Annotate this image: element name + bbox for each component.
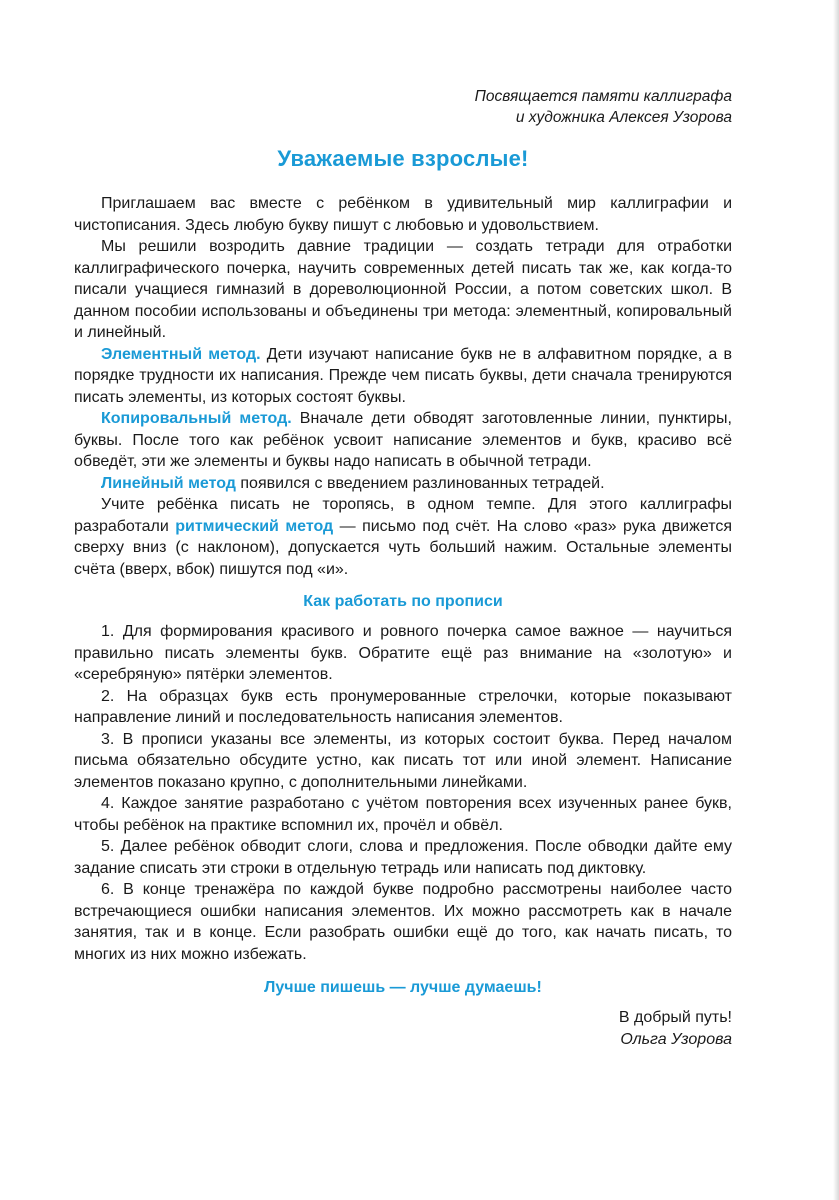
page-title: Уважаемые взрослые! [277, 146, 529, 171]
rhythm-method-before: Учите ребёнка писать не торопясь, в одном темпе. Для этого каллиграфы разработали [74, 496, 732, 535]
document-page [74, 86, 732, 1050]
line-method-paragraph [74, 473, 732, 495]
dedication-line-1: Посвящается памяти каллиграфа [474, 88, 732, 105]
signature-author: Ольга Узорова [620, 1030, 732, 1048]
step-item: 1. Для формирования красивого и ровного почерка самое важное — научиться правильно писать элементы букв. Обратите ещё раз внимание на «золотую» и «серебряную» пятёрки элементов. [74, 623, 732, 683]
intro-paragraph-1: Приглашаем вас вместе с ребёнком в удивительный мир каллиграфии и чистописания. Здесь любую букву пишут с любовью и удовольствием. [74, 195, 732, 234]
page-edge-shadow [833, 0, 839, 1200]
copy-method-paragraph [74, 408, 732, 473]
intro-paragraph-2: Мы решили возродить давние традиции — создать тетради для отработки каллиграфического почерка, научить современных детей писать так же, как когда-то писали учащиеся гимназий в дореволюционной России, а потом советских школ. В данном пособии использованы и объединены три метода: элементный, копировальный и линейный. [74, 238, 732, 341]
copy-method-label: Копировальный метод. [101, 410, 292, 427]
signature-wish: В добрый путь! [618, 1009, 732, 1026]
signature-block [74, 1007, 732, 1050]
rhythm-method-after: — письмо под счёт. На слово «раз» рука движется сверху вниз (с наклоном), допускается чуть больший нажим. Остальные элементы счёта (вверх, вбок) пишутся под «и». [74, 517, 733, 578]
element-method-label: Элементный метод. [101, 345, 261, 363]
step-item: 4. Каждое занятие разработано с учётом повторения всех изученных ранее букв, чтобы ребёнок на практике вспомнил их, прочёл и обвёл. [74, 795, 732, 834]
motto: Лучше пишешь — лучше думаешь! [264, 979, 542, 996]
step-item: 3. В прописи указаны все элементы, из которых состоит буква. Перед началом письма обязательно обсудите устно, как писать тот или иной элемент. Написание элементов показано крупно, с дополнительными линейками. [74, 730, 732, 791]
copy-method-text: Вначале дети обводят заготовленные линии, пунктиры, буквы. После того как ребёнок усвоит написание элементов и букв, красиво всё обведёт, эти же элементы и буквы надо написать в обычной тетради. [74, 410, 733, 470]
step-item: 6. В конце тренажёра по каждой букве подробно рассмотрены наиболее часто встречающиеся ошибки написания элементов. Их можно рассмотреть как в начале занятия, так и в конце. Если разобрать ошибки ещё до того, как начать писать, то многих из них можно избежать. [74, 881, 732, 963]
element-method-text: Дети изучают написание букв не в алфавитном порядке, а в порядке трудности их написания. Прежде чем писать буквы, дети сначала тренируются писать элементы, из которых состоят буквы. [74, 345, 732, 406]
section-subtitle: Как работать по прописи [303, 593, 503, 610]
element-method-paragraph [74, 344, 732, 409]
rhythm-method-paragraph [74, 494, 732, 580]
step-item: 2. На образцах букв есть пронумерованные стрелочки, которые показывают направление линий и последовательность написания элементов. [74, 687, 732, 726]
line-method-label: Линейный метод [101, 474, 236, 492]
line-method-text: появился с введением разлинованных тетрадей. [235, 474, 605, 492]
dedication [74, 86, 732, 128]
step-item: 5. Далее ребёнок обводит слоги, слова и предложения. После обводки дайте ему задание списать эти строки в отдельную тетрадь или написать под диктовку. [74, 838, 732, 877]
dedication-line-2: и художника Алексея Узорова [515, 109, 732, 126]
rhythm-method-label: ритмический метод [175, 517, 334, 535]
